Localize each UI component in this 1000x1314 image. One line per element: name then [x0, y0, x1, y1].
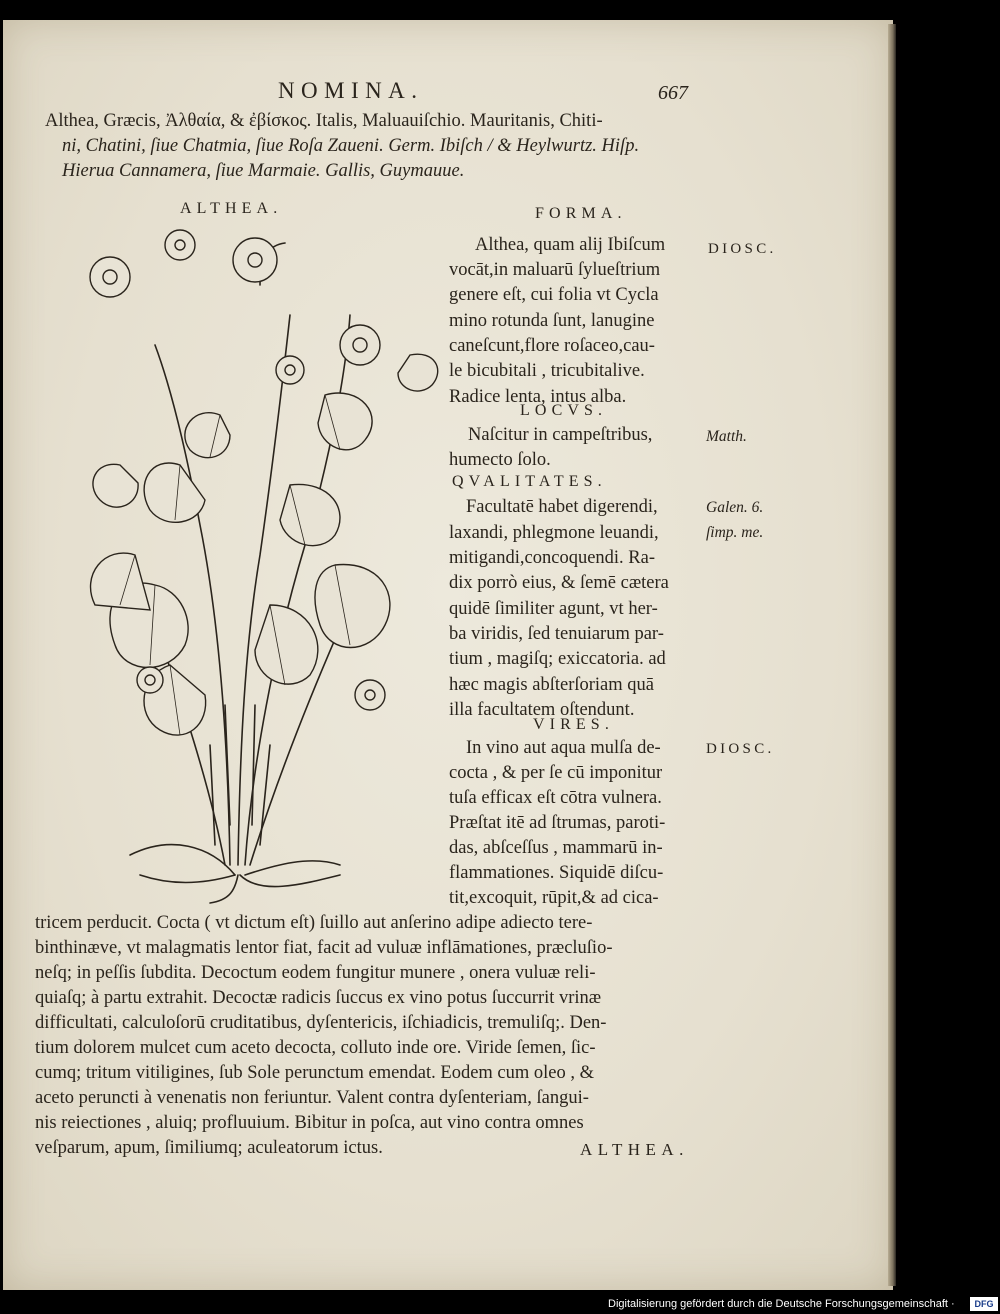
- forma-line: genere eſt, cui folia vt Cycla: [449, 285, 659, 305]
- qualitates-line: laxandi, phlegmone leuandi,: [449, 523, 659, 543]
- forma-line: Althea, quam alij Ibiſcum: [475, 235, 666, 255]
- vires-line: cocta , & per ſe cū imponitur: [449, 763, 663, 783]
- qualitates-line: hæc magis abſterſoriam quā: [449, 675, 654, 695]
- catchword: ALTHEA.: [580, 1140, 689, 1159]
- margin-note-galen: Galen. 6.: [706, 499, 764, 516]
- locus-line: Naſcitur in campeſtribus,: [468, 425, 653, 445]
- qualitates-line: mitigandi,concoquendi. Ra-: [449, 548, 656, 568]
- nomina-line-1: Althea, Græcis, Ἀλθαία, & ἐβίσκος. Italis, Maluauiſchio. Mauritanis, Chiti-: [45, 111, 603, 131]
- qualitates-line: illa facultatem oſtendunt.: [449, 700, 635, 720]
- qualitates-line: tium , magiſq; exiccatoria. ad: [449, 649, 666, 669]
- body-line: aceto peruncti à venenatis non feriuntur. Valent contra dyſenteriam, ſangui-: [35, 1088, 589, 1108]
- margin-note-dioscorides: DIOSC.: [708, 241, 777, 257]
- vires-line: flammationes. Siquidē diſcu-: [449, 863, 664, 883]
- margin-note-matthiolus: Matth.: [706, 428, 747, 445]
- heading-forma: FORMA.: [535, 205, 627, 222]
- body-line: cumq; tritum vitiligines, ſub Sole perunctum emendat. Eodem cum oleo , &: [35, 1063, 595, 1083]
- body-line: tricem perducit. Cocta ( vt dictum eſt) ſuillo aut anſerino adipe adiecto tere-: [35, 913, 593, 933]
- forma-line: caneſcunt,flore roſaceo,cau-: [449, 336, 655, 356]
- vires-line: In vino aut aqua mulſa de-: [466, 738, 661, 758]
- body-line: veſparum, apum, ſimiliumq; aculeatorum ictus.: [35, 1138, 383, 1158]
- qualitates-line: ba viridis, ſed tenuiarum par-: [449, 624, 664, 644]
- qualitates-line: dix porrò eius, & ſemē cætera: [449, 573, 669, 593]
- heading-vires: VIRES.: [533, 716, 614, 733]
- qualitates-line: quidē ſimiliter agunt, vt her-: [449, 599, 658, 619]
- running-head: NOMINA.: [278, 78, 424, 103]
- forma-line: vocāt,in maluarū ſylueſtrium: [449, 260, 661, 280]
- body-line: nis reiectiones , aluiq; profluuium. Bibitur in poſca, aut vino contra omnes: [35, 1113, 584, 1133]
- digitization-footer: [600, 1296, 1000, 1314]
- body-line: tium dolorem mulcet cum aceto decocta, colluto inde ore. Viride ſemen, ſic-: [35, 1038, 596, 1058]
- althea-woodcut-illustration: [60, 225, 450, 905]
- body-line: binthinæve, vt malagmatis lentor fiat, facit ad vuluæ inflāmationes, præcluſio-: [35, 938, 613, 958]
- margin-note-galen-ref: ſimp. me.: [706, 524, 764, 541]
- page-edge: [888, 24, 896, 1286]
- footer-credit: Digitalisierung gefördert durch die Deutsche Forschungsgemeinschaft ·: [608, 1298, 955, 1310]
- margin-note-dioscorides: DIOSC.: [706, 741, 775, 757]
- vires-line: tit,excoquit, rūpit,& ad cica-: [449, 888, 659, 908]
- forma-line: Radice lenta, intus alba.: [449, 387, 627, 407]
- vires-line: tuſa efficax eſt cōtra vulnera.: [449, 788, 662, 808]
- forma-line: mino rotunda ſunt, lanugine: [449, 311, 655, 331]
- heading-qualitates: QVALITATES.: [452, 473, 607, 490]
- body-line: quiaſq; à partu extrahit. Decoctæ radicis ſuccus ex vino potus ſuccurrit vrinæ: [35, 988, 602, 1008]
- vires-line: das, abſceſſus , mammarū in-: [449, 838, 663, 858]
- vires-line: Præſtat itē ad ſtrumas, paroti-: [449, 813, 666, 833]
- nomina-line-2: ni, Chatini, ſiue Chatmia, ſiue Roſa Zaueni. Germ. Ibiſch / & Heylwurtz. Hiſp.: [62, 136, 640, 156]
- heading-locus: LOCVS.: [520, 402, 608, 419]
- qualitates-line: Facultatē habet digerendi,: [466, 497, 658, 517]
- body-line: neſq; in peſſis ſubdita. Decoctum eodem fungitur munere , onera vuluæ reli-: [35, 963, 596, 983]
- figure-caption: ALTHEA.: [180, 200, 283, 217]
- locus-line: humecto ſolo.: [449, 450, 551, 470]
- page-number: 667: [658, 82, 688, 104]
- dfg-logo: DFG: [970, 1297, 998, 1311]
- nomina-line-3: Hierua Cannamera, ſiue Marmaie. Gallis, Guymauue.: [62, 161, 465, 181]
- forma-line: le bicubitali , tricubitalive.: [449, 361, 645, 381]
- body-line: difficultati, calculoſorū cruditatibus, dyſentericis, iſchiadicis, tremuliſq;. Den-: [35, 1013, 607, 1033]
